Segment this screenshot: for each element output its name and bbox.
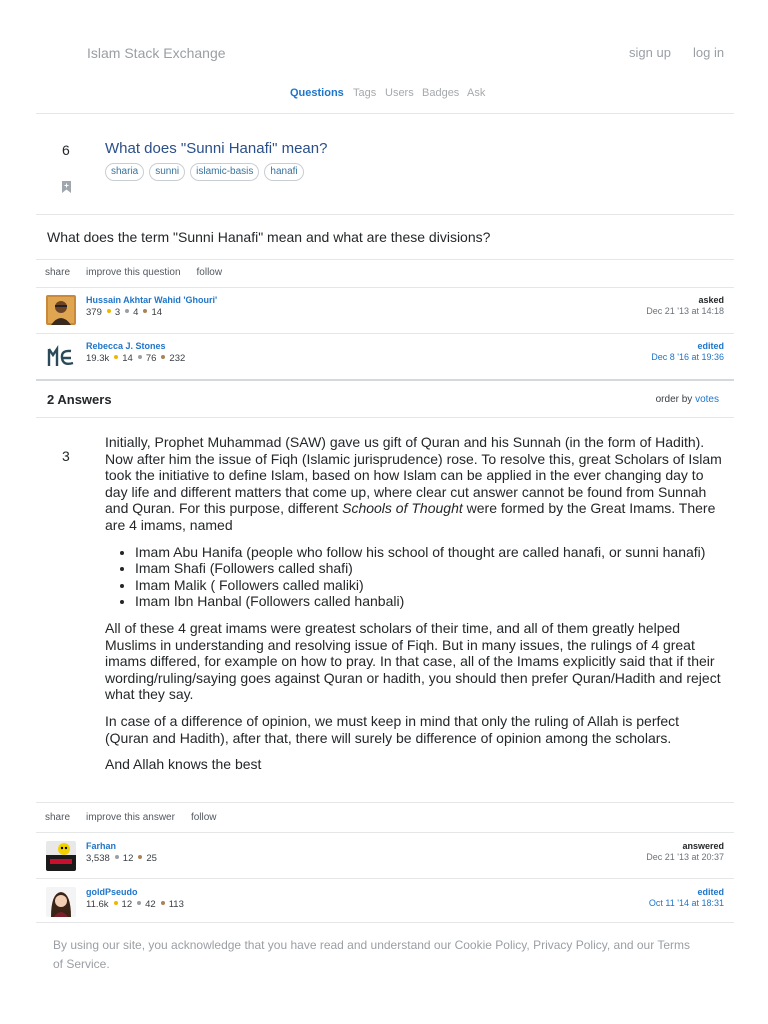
silver-badge-icon: [115, 855, 119, 859]
answer-edited-date[interactable]: Oct 11 '14 at 18:31: [648, 898, 724, 908]
tag-hanafi[interactable]: hanafi: [264, 163, 303, 181]
question-title[interactable]: What does "Sunni Hanafi" mean?: [105, 140, 328, 157]
bronze-badge-icon: [143, 309, 147, 313]
list-item: • Imam Ibn Hanbal (Followers called hanbali): [135, 593, 725, 610]
answerer-card: [46, 841, 726, 873]
nav-tags[interactable]: Tags: [353, 87, 377, 99]
answer-editor-reputation: [86, 899, 184, 910]
asker-silver-count: 4: [133, 307, 139, 318]
tag-sunni[interactable]: sunni: [149, 163, 185, 181]
answer-editor-avatar[interactable]: [46, 887, 76, 917]
gold-badge-icon: [114, 901, 118, 905]
answer-editor-gold-count: 12: [121, 899, 133, 910]
answered-label: answered: [682, 841, 724, 851]
log-in-link[interactable]: log in: [693, 45, 725, 60]
bookmark-icon[interactable]: [62, 181, 71, 193]
question-actions: [45, 267, 238, 278]
answer-actions: [45, 812, 233, 823]
asker-divider: [36, 333, 734, 334]
answer-vote-count: 3: [62, 448, 70, 464]
improve-question-link[interactable]: improve this question: [86, 267, 181, 278]
question-edited-label[interactable]: edited: [697, 341, 724, 351]
question-body: What does the term "Sunni Hanafi" mean and what are these divisions?: [47, 229, 491, 245]
imams-list: [135, 544, 725, 610]
improve-answer-link[interactable]: improve this answer: [86, 812, 175, 823]
list-item: • Imam Shafi (Followers called shafi): [135, 560, 725, 577]
order-by-votes-link[interactable]: votes: [695, 394, 719, 405]
asker-avatar[interactable]: [46, 295, 76, 325]
answers-header-divider: [36, 417, 734, 418]
question-vote-count: 6: [62, 142, 70, 158]
sign-up-link[interactable]: sign up: [629, 45, 671, 60]
asker-reputation: [86, 307, 162, 318]
answers-count: 2 Answers: [47, 392, 112, 407]
answer-edited-info: [649, 887, 724, 908]
title-divider: [36, 214, 734, 215]
answer-body-divider: [36, 802, 734, 803]
answer-edited-label[interactable]: edited: [697, 887, 724, 897]
order-by-control: [656, 394, 719, 405]
answerer-bronze-count: 25: [146, 853, 157, 864]
silver-badge-icon: [137, 901, 141, 905]
answered-date: Dec 21 '13 at 20:37: [646, 852, 724, 862]
answer-paragraph-3: In case of a difference of opinion, we must keep in mind that only the ruling of Allah is perfect (Quran and Hadith), after that, there will surely be difference of opinion among the scholars.: [105, 712, 680, 746]
question-edited-date[interactable]: Dec 8 '16 at 19:36: [651, 352, 724, 362]
answer-p1-emphasis: Schools of Thought: [342, 500, 463, 517]
asker-rep-value: 379: [86, 307, 102, 318]
cookie-notice: By using our site, you acknowledge that you have read and understand our Cookie Policy, Privacy Policy, and our Terms of Service.: [53, 938, 691, 971]
answer-actions-divider: [36, 832, 734, 833]
tag-islamic-basis[interactable]: islamic-basis: [190, 163, 259, 181]
silver-badge-icon: [138, 355, 142, 359]
answer-editor-name[interactable]: goldPseudo: [86, 887, 138, 897]
bronze-badge-icon: [161, 355, 165, 359]
question-body-divider: [36, 259, 734, 260]
answered-info: [646, 841, 724, 862]
answerer-avatar[interactable]: [46, 841, 76, 871]
question-editor-avatar[interactable]: [46, 341, 76, 371]
question-editor-bronze-count: 232: [169, 353, 186, 364]
nav-users[interactable]: Users: [385, 87, 414, 99]
list-item: • Imam Abu Hanifa (people who follow his school of thought are called hanafi, or sunni hanafi): [135, 544, 725, 561]
share-answer-link[interactable]: share: [45, 812, 71, 823]
asker-name[interactable]: Hussain Akhtar Wahid 'Ghouri': [86, 295, 218, 305]
gold-badge-icon: [107, 309, 111, 313]
answer-editor-card: [46, 887, 726, 919]
answer-body: [105, 434, 725, 783]
site-name-link[interactable]: Islam Stack Exchange: [87, 45, 226, 61]
question-editor-gold-count: 14: [122, 353, 133, 364]
bronze-badge-icon: [138, 855, 142, 859]
answer-paragraph-1: [105, 434, 725, 534]
answerer-divider: [36, 878, 734, 879]
answer-editor-bronze-count: 113: [168, 899, 184, 910]
share-question-link[interactable]: share: [45, 267, 71, 278]
asked-info: [646, 295, 724, 316]
question-editor-name[interactable]: Rebecca J. Stones: [86, 341, 166, 351]
question-editor-reputation: [86, 353, 185, 364]
asker-gold-count: 3: [114, 307, 121, 318]
tag-sharia[interactable]: sharia: [105, 163, 144, 181]
actions-divider: [36, 287, 734, 288]
answer-paragraph-4: And Allah knows the best: [105, 756, 262, 773]
silver-badge-icon: [125, 309, 129, 313]
follow-answer-link[interactable]: follow: [190, 812, 217, 823]
asker-card: [46, 295, 726, 327]
question-editor-card: [46, 341, 726, 373]
header-divider: [36, 113, 734, 114]
answer-p1-text-a: Initially, Prophet Muhammad (SAW) gave us gift of Quran and his Sunnah (in the form of Hadith). Now after him the issue of Fiqh (Islamic jurisprudence) rose. To resolve this, great Scholars of Islam took the initiative to define Islam, based on how Islam can be applied in the ever changing day to day life and different matters that come up, where clear cut answer cannot be found from Sunnah and Quran. For this purpose, different: [105, 434, 722, 517]
top-bar: [0, 0, 768, 110]
gold-badge-icon: [114, 355, 118, 359]
nav-questions[interactable]: Questions: [290, 87, 344, 99]
answer-editor-divider: [36, 922, 734, 923]
answer-editor-silver-count: 42: [145, 899, 156, 910]
follow-question-link[interactable]: follow: [196, 267, 223, 278]
answers-top-divider: [36, 379, 734, 381]
order-by-label: order by: [655, 394, 693, 405]
answerer-name[interactable]: Farhan: [86, 841, 117, 851]
question-edited-info: [651, 341, 724, 362]
asked-date: Dec 21 '13 at 14:18: [646, 306, 724, 316]
nav-ask[interactable]: Ask: [467, 87, 486, 99]
question-tags: [105, 163, 304, 181]
list-item: • Imam Malik ( Followers called maliki): [135, 577, 725, 594]
nav-badges[interactable]: Badges: [422, 87, 460, 99]
asker-bronze-count: 14: [151, 307, 163, 318]
answer-p1-text-b: were formed by the Great Imams. There are 4 imams, named: [105, 500, 716, 533]
bronze-badge-icon: [161, 901, 165, 905]
question-editor-rep-value: 19.3k: [86, 353, 110, 364]
answer-paragraph-2: All of these 4 great imams were greatest scholars of their time, and all of them greatly helped Muslims in understanding and resolving issue of Fiqh. But in many issues, the rulings of 4 great imams differed, for example on how to pray. In that case, all of the Imams explicitly said that if their wording/ruling/saying goes against Quran or hadith, you should then prefer Quran/Hadith and reject what they say.: [105, 619, 721, 703]
answerer-silver-count: 12: [122, 853, 134, 864]
answer-editor-rep-value: 11.6k: [86, 899, 109, 910]
answerer-rep-value: 3,538: [86, 853, 110, 864]
question-editor-silver-count: 76: [145, 353, 157, 364]
answerer-reputation: [86, 853, 157, 864]
asked-label: asked: [698, 295, 724, 305]
